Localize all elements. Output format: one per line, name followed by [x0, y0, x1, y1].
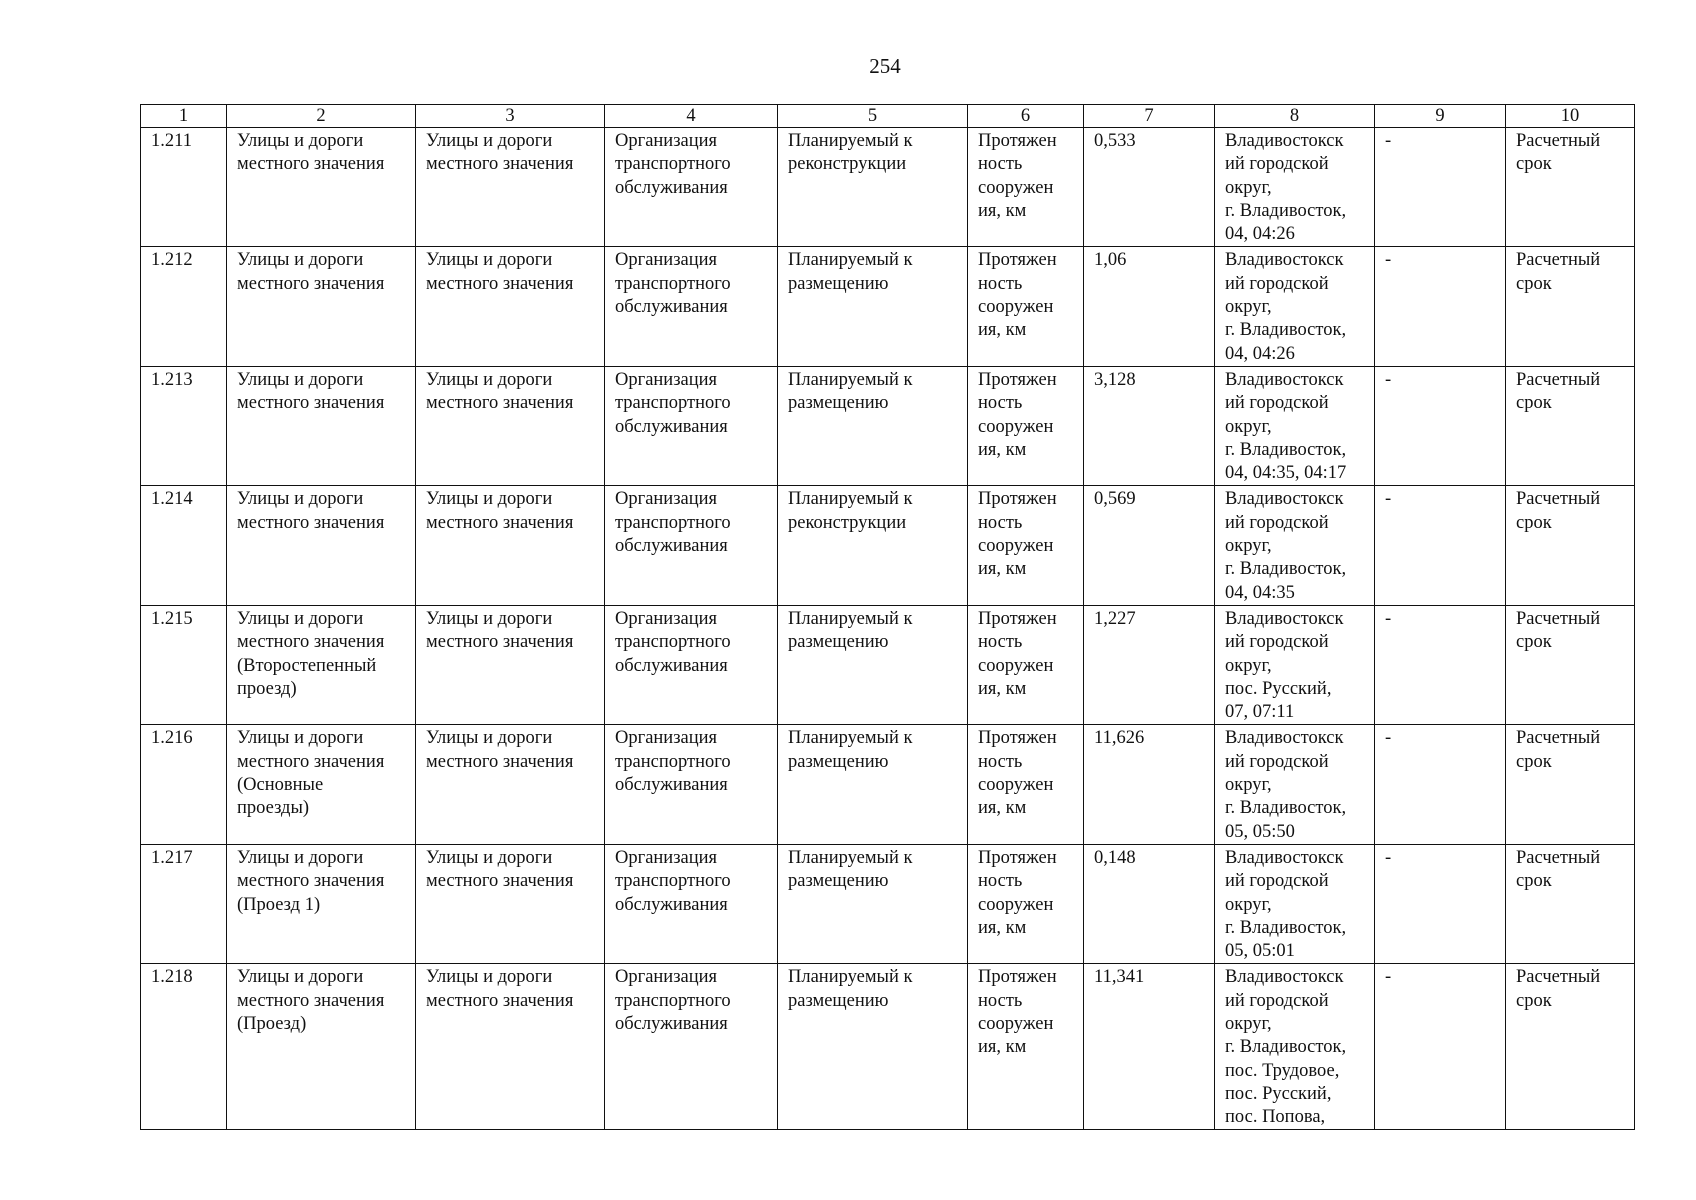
- purpose-cell: Организация транспортного обслуживания: [605, 366, 778, 485]
- object-name-cell: Улицы и дороги местного значения (Проезд 1): [227, 844, 416, 963]
- object-type-cell: Улицы и дороги местного значения: [416, 486, 605, 605]
- purpose-cell: Организация транспортного обслуживания: [605, 486, 778, 605]
- zone-cell: -: [1375, 964, 1506, 1130]
- table-row: [141, 247, 1635, 366]
- row-number-cell: 1.216: [141, 725, 227, 844]
- location-cell: Владивостокск ий городской округ, г. Владивосток, 05, 05:01: [1215, 844, 1375, 963]
- location-cell: Владивостокск ий городской округ, г. Владивосток, 04, 04:35, 04:17: [1215, 366, 1375, 485]
- table-row: [141, 725, 1635, 844]
- status-cell: Планируемый к реконструкции: [778, 486, 968, 605]
- term-cell: Расчетный срок: [1506, 844, 1635, 963]
- location-cell: Владивостокск ий городской округ, г. Владивосток, 04, 04:26: [1215, 247, 1375, 366]
- status-cell: Планируемый к размещению: [778, 247, 968, 366]
- location-cell: Владивостокск ий городской округ, г. Владивосток, 04, 04:26: [1215, 128, 1375, 247]
- header-cell-5: 5: [778, 105, 968, 128]
- purpose-cell: Организация транспортного обслуживания: [605, 605, 778, 724]
- object-name-cell: Улицы и дороги местного значения: [227, 486, 416, 605]
- header-cell-2: 2: [227, 105, 416, 128]
- characteristic-cell: Протяжен ность сооружен ия, км: [968, 964, 1084, 1130]
- objects-table: [140, 104, 1635, 1130]
- characteristic-cell: Протяжен ность сооружен ия, км: [968, 128, 1084, 247]
- object-type-cell: Улицы и дороги местного значения: [416, 366, 605, 485]
- table-header-row: [141, 105, 1635, 128]
- purpose-cell: Организация транспортного обслуживания: [605, 247, 778, 366]
- object-name-cell: Улицы и дороги местного значения: [227, 128, 416, 247]
- object-name-cell: Улицы и дороги местного значения: [227, 366, 416, 485]
- header-cell-6: 6: [968, 105, 1084, 128]
- characteristic-cell: Протяжен ность сооружен ия, км: [968, 247, 1084, 366]
- value-cell: 1,06: [1084, 247, 1215, 366]
- value-cell: 11,626: [1084, 725, 1215, 844]
- term-cell: Расчетный срок: [1506, 964, 1635, 1130]
- header-cell-1: 1: [141, 105, 227, 128]
- term-cell: Расчетный срок: [1506, 605, 1635, 724]
- location-cell: Владивостокск ий городской округ, г. Владивосток, 05, 05:50: [1215, 725, 1375, 844]
- value-cell: 3,128: [1084, 366, 1215, 485]
- object-type-cell: Улицы и дороги местного значения: [416, 128, 605, 247]
- object-type-cell: Улицы и дороги местного значения: [416, 605, 605, 724]
- object-name-cell: Улицы и дороги местного значения (Второстепенный проезд): [227, 605, 416, 724]
- header-cell-10: 10: [1506, 105, 1635, 128]
- zone-cell: -: [1375, 725, 1506, 844]
- zone-cell: -: [1375, 486, 1506, 605]
- zone-cell: -: [1375, 128, 1506, 247]
- purpose-cell: Организация транспортного обслуживания: [605, 964, 778, 1130]
- object-name-cell: Улицы и дороги местного значения (Основные проезды): [227, 725, 416, 844]
- location-cell: Владивостокск ий городской округ, г. Владивосток, 04, 04:35: [1215, 486, 1375, 605]
- purpose-cell: Организация транспортного обслуживания: [605, 128, 778, 247]
- status-cell: Планируемый к размещению: [778, 964, 968, 1130]
- zone-cell: -: [1375, 247, 1506, 366]
- characteristic-cell: Протяжен ность сооружен ия, км: [968, 486, 1084, 605]
- location-cell: Владивостокск ий городской округ, г. Владивосток, пос. Трудовое, пос. Русский, пос. Попова,: [1215, 964, 1375, 1130]
- term-cell: Расчетный срок: [1506, 725, 1635, 844]
- status-cell: Планируемый к размещению: [778, 366, 968, 485]
- header-cell-3: 3: [416, 105, 605, 128]
- zone-cell: -: [1375, 605, 1506, 724]
- value-cell: 1,227: [1084, 605, 1215, 724]
- status-cell: Планируемый к размещению: [778, 844, 968, 963]
- row-number-cell: 1.217: [141, 844, 227, 963]
- table-row: [141, 964, 1635, 1130]
- row-number-cell: 1.213: [141, 366, 227, 485]
- table-row: [141, 844, 1635, 963]
- row-number-cell: 1.215: [141, 605, 227, 724]
- object-type-cell: Улицы и дороги местного значения: [416, 964, 605, 1130]
- term-cell: Расчетный срок: [1506, 486, 1635, 605]
- object-name-cell: Улицы и дороги местного значения: [227, 247, 416, 366]
- status-cell: Планируемый к размещению: [778, 725, 968, 844]
- object-name-cell: Улицы и дороги местного значения (Проезд): [227, 964, 416, 1130]
- characteristic-cell: Протяжен ность сооружен ия, км: [968, 605, 1084, 724]
- characteristic-cell: Протяжен ность сооружен ия, км: [968, 366, 1084, 485]
- table-body: [141, 105, 1635, 1130]
- purpose-cell: Организация транспортного обслуживания: [605, 725, 778, 844]
- zone-cell: -: [1375, 844, 1506, 963]
- row-number-cell: 1.214: [141, 486, 227, 605]
- purpose-cell: Организация транспортного обслуживания: [605, 844, 778, 963]
- header-cell-4: 4: [605, 105, 778, 128]
- object-type-cell: Улицы и дороги местного значения: [416, 844, 605, 963]
- status-cell: Планируемый к реконструкции: [778, 128, 968, 247]
- page-number: 254: [869, 54, 901, 78]
- table-row: [141, 486, 1635, 605]
- value-cell: 0,533: [1084, 128, 1215, 247]
- status-cell: Планируемый к размещению: [778, 605, 968, 724]
- row-number-cell: 1.211: [141, 128, 227, 247]
- table-row: [141, 366, 1635, 485]
- characteristic-cell: Протяжен ность сооружен ия, км: [968, 725, 1084, 844]
- characteristic-cell: Протяжен ность сооружен ия, км: [968, 844, 1084, 963]
- location-cell: Владивостокск ий городской округ, пос. Русский, 07, 07:11: [1215, 605, 1375, 724]
- table-row: [141, 128, 1635, 247]
- object-type-cell: Улицы и дороги местного значения: [416, 725, 605, 844]
- value-cell: 11,341: [1084, 964, 1215, 1130]
- term-cell: Расчетный срок: [1506, 247, 1635, 366]
- table-row: [141, 605, 1635, 724]
- header-cell-8: 8: [1215, 105, 1375, 128]
- header-cell-7: 7: [1084, 105, 1215, 128]
- row-number-cell: 1.212: [141, 247, 227, 366]
- value-cell: 0,569: [1084, 486, 1215, 605]
- header-cell-9: 9: [1375, 105, 1506, 128]
- value-cell: 0,148: [1084, 844, 1215, 963]
- object-type-cell: Улицы и дороги местного значения: [416, 247, 605, 366]
- term-cell: Расчетный срок: [1506, 366, 1635, 485]
- term-cell: Расчетный срок: [1506, 128, 1635, 247]
- zone-cell: -: [1375, 366, 1506, 485]
- row-number-cell: 1.218: [141, 964, 227, 1130]
